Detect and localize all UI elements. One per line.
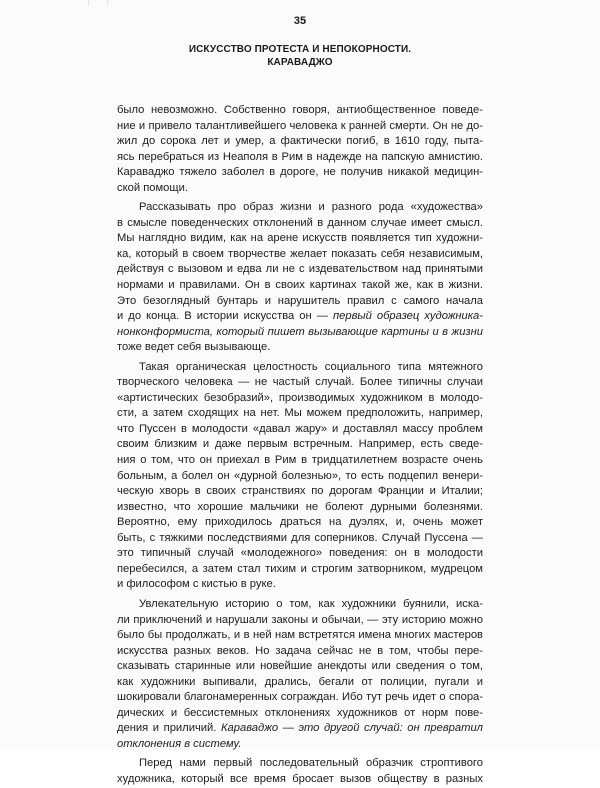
text-line: ческую хворь в своих странствиях по дорогам Франции и Италии; — [117, 485, 483, 498]
text-line: быть, с тяжкими последствиями для соперников. Случай Пуссена — — [117, 531, 483, 544]
text-line: Такая органическая целостность социального типа мятежного — [139, 360, 483, 373]
text-line: сказывать старинные или новейшие анекдоты или сведения о том, — [117, 660, 483, 673]
text-line: Это безоглядный бунтарь и нарушитель правил с самого начала — [117, 294, 483, 307]
text-line: как художники выпивали, дрались, бегали от полиции, пугали и — [117, 675, 483, 688]
text-line: ка, который в своем творчестве желает показать себя независимым, — [117, 247, 483, 260]
text-line: и философом с кистью в руке. — [117, 578, 276, 591]
italic-run: отклонения в систему. — [117, 737, 242, 750]
scan-artifact — [88, 0, 108, 6]
text-line: ской помощи. — [117, 181, 188, 194]
text-line: действуя с вызовом и едва ли не с издевательством над принятыми — [117, 263, 483, 276]
chapter-title-line-2: КАРАВАДЖО — [267, 57, 333, 68]
text-line: ясь перебраться из Неаполя в Рим в надежде на папскую амнистию. — [117, 150, 483, 163]
paragraph — [117, 756, 483, 787]
text-line: известно, что хорошие мальчики не болеют дурными болезнями. — [117, 500, 483, 513]
text-line: что Пуссен в молодости «давал жару» и доставлял массу проблем — [117, 422, 483, 435]
text-line: жил до сорока лет и умер, а фактически погиб, в 1610 году, пыта- — [117, 135, 483, 148]
text-line: ние и привело талантливейшего человека к ранней смерти. Он не до- — [117, 119, 483, 132]
paragraph — [117, 200, 483, 355]
text-line: в смысле поведенческих отклонений в данном случае имеет смысл. — [117, 216, 483, 229]
text-line: тоже ведет себя вызывающе. — [117, 341, 271, 354]
text-line-mixed — [117, 721, 483, 737]
text-line: больным, а болел он «дурной болезнью», то есть подцепил венери- — [117, 469, 483, 482]
text-line: художника, который все время бросает вызов обществу в разных — [117, 772, 483, 785]
text-line: нормами и правилами. Он в своих картинах такой же, как в жизни. — [117, 279, 483, 292]
italic-run: первый образец художника- — [332, 310, 483, 323]
body-text — [117, 103, 483, 788]
text-line: Увлекательную историю о том, как художники буянили, иска- — [139, 597, 483, 610]
text-line: это типичный случай «молодежного» поведения: он в молодости — [117, 547, 483, 560]
text-line: своим близким и даже первым встречным. Например, есть сведе- — [117, 438, 483, 451]
text-line — [117, 325, 483, 341]
text-line: Перед нами первый последовательный образчик строптивого — [139, 757, 483, 770]
paragraph — [117, 597, 483, 752]
text-line: творческого человека — не частый случай. Более типичны случаи — [117, 376, 483, 389]
text-line: шокировали благонамеренных сограждан. Ибо тут речь идет о спора- — [117, 691, 483, 704]
text-line: перебесился, а затем стал тихим и строгим затворником, мудрецом — [117, 562, 483, 575]
chapter-title-line-1: ИСКУССТВО ПРОТЕСТА И НЕПОКОРНОСТИ. — [188, 44, 412, 55]
text-line: было невозможно. Собственно говоря, антиобщественное поведе- — [117, 104, 483, 116]
text-line: было бы продолжать, и в ней нам встретятся имена многих мастеров — [117, 629, 483, 642]
text-line: дических и бессистемных отклонениях художников от норм пове- — [117, 706, 483, 719]
text-line: ли приключений и нарушали законы и обычаи, — эту историю можно — [117, 613, 483, 626]
text-line — [117, 737, 483, 753]
paragraph — [117, 103, 483, 196]
text-line: Мы наглядно видим, как на арене искусств появляется тип художни- — [117, 232, 483, 245]
text-line: Рассказывать про образ жизни и разного рода «художества» — [139, 201, 483, 214]
paragraph — [117, 360, 483, 593]
chapter-title — [150, 43, 450, 69]
text-line: Вероятно, ему приходилось драться на дуэлях, и, очень может — [117, 516, 483, 529]
page-number: 35 — [293, 15, 307, 27]
text-run: дения и приличий. — [117, 722, 221, 735]
text-line: ния о том, что он приехал в Рим в тридцатилетнем возрасте очень — [117, 454, 483, 467]
text-line: Караваджо тяжело заболел в дороге, не получив никакой медицин- — [117, 166, 483, 179]
italic-run: нонконформиста, который пишет вызывающие картины и в жизни — [117, 325, 483, 338]
italic-run: Караваджо — это другой случай: он превратил — [220, 722, 483, 735]
text-line: «артистических безобразий», производимых художником в молодо- — [117, 391, 483, 404]
text-line: искусства разных веков. Но задача сейчас не в том, чтобы пере- — [117, 644, 483, 657]
text-line: сти, а затем сходящих на нет. Мы можем предположить, например, — [117, 407, 483, 420]
text-line-mixed — [117, 309, 483, 325]
text-run: и до конца. В истории искусства он — — [117, 310, 333, 323]
